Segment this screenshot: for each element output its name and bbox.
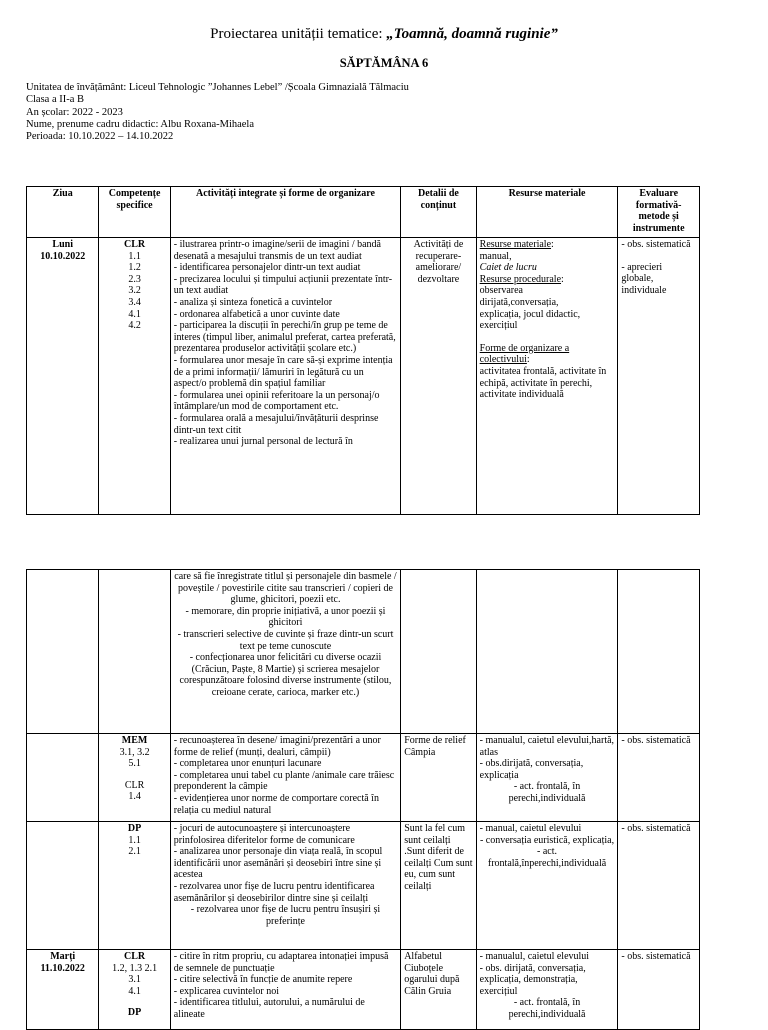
subject-code: CLR — [124, 779, 145, 791]
competence-code: 3.2 — [128, 285, 141, 297]
activity-item: - formularea unor mesaje în care să-și exprime intenția de a primi informații/ lămuriri în legătură cu un aspect/o problemă din spațiul familiar — [173, 354, 393, 390]
resources-procedural-label: Resurse procedurale — [479, 273, 562, 285]
activity-item: ghicitori — [268, 617, 303, 629]
details-cell: Alfabetul Ciuboțele ogarului după Călin Gruia — [401, 950, 476, 1030]
evaluation-cell: - obs. sistematică — [618, 734, 700, 822]
evaluation-cell: - obs. sistematică — [618, 822, 700, 950]
competence-code: 1.4 — [128, 791, 141, 803]
resource-item: Caiet de lucru — [479, 262, 537, 274]
resources-cell: Resurse materiale: manual, Caiet de lucru Resurse procedurale: observarea dirijată,conversația, explicația, jocul didactic, exercițiul Forme de organizare a colectivului: activitatea frontală, activitate în echipă, activitate în perechi, activitate individuală — [476, 238, 618, 515]
activity-item: - precizarea locului și timpului acțiunii prezentate într-un text audiat — [173, 273, 393, 297]
competences-cell — [99, 570, 170, 734]
week-heading: SĂPTĂMÂNA 6 — [339, 56, 429, 70]
competence-code: 5.1 — [128, 758, 141, 770]
details-cell — [401, 570, 476, 734]
day-name: Luni — [52, 239, 73, 250]
competence-code: 3.4 — [128, 296, 141, 308]
resource-item: - manual, caietul elevului — [479, 823, 582, 834]
subject-code: CLR — [124, 951, 146, 962]
resource-item: manual, — [479, 250, 512, 262]
table-header-row — [27, 187, 700, 238]
evaluation-cell — [618, 570, 700, 734]
resource-item: - conversația euristică, explicația, - act. frontală,înperechi,individuală — [479, 834, 615, 869]
activity-item: - identificarea titlului, autorului, a numărului de alineate — [173, 997, 365, 1020]
evaluation-item: - obs. sistematică — [621, 239, 691, 250]
header-day: Ziua — [27, 187, 99, 238]
table-row — [27, 570, 700, 734]
activity-item: - analizarea unor personaje din viața reală, în scopul identificării unor asemănări și deosebiri între sine și acestea — [173, 846, 383, 881]
activity-item: - formularea unei opinii referitoare la un personaj/o întâmplare/un mod de comportament etc. — [173, 389, 380, 413]
header-activities: Activități integrate și forme de organizare — [170, 187, 400, 238]
meta-school: Unitatea de învățământ: Liceul Tehnologic ”Johannes Lebel” /Școala Gimnazială Tălmaciu — [26, 82, 409, 93]
meta-period: Perioada: 10.10.2022 – 14.10.2022 — [26, 131, 174, 143]
resource-item: dirijată,conversația, — [479, 296, 559, 308]
resource-item: - obs.dirijată, conversația, explicația — [479, 758, 584, 781]
activity-item: - citire selectivă în funcție de anumite repere — [173, 974, 353, 986]
meta-class: Clasa a II-a B — [26, 94, 85, 106]
activities-cell — [170, 822, 400, 950]
day-date: 10.10.2022 — [40, 250, 86, 262]
activity-item: - ordonarea alfabetică a unor cuvinte date — [173, 308, 340, 320]
resource-item: observarea — [479, 285, 523, 297]
planning-table-part-2 — [26, 569, 700, 1030]
activity-item: - confecționarea unor felicitări cu diverse ocazii (Crăciun, Paște, 8 Martie) și scrierea mesajelor corespunzătoare folosind diverse instrumente (stilou, creioane cerate, carioca, marker etc.) — [179, 652, 392, 698]
competence-code: 1.1 — [128, 834, 141, 846]
activities-cell — [170, 950, 400, 1030]
resource-item: - act. frontală, în perechi,individuală — [508, 997, 586, 1020]
competences-cell — [99, 822, 170, 950]
day-cell — [27, 734, 99, 822]
planning-table-part-1 — [26, 186, 700, 515]
organization-forms: activitatea frontală, activitate în echipă, activitate în perechi, activitate individuală — [479, 365, 607, 401]
competence-code: 4.2 — [128, 320, 141, 332]
header-competences: Competențe specifice — [99, 187, 170, 238]
meta-teacher: Nume, prenume cadru didactic: Albu Roxana-Mihaela — [26, 118, 255, 130]
competence-code: 1.2 — [128, 262, 141, 274]
subject-code: CLR — [124, 239, 146, 250]
activity-item: - formularea orală a mesajului/învățăturii desprinse dintr-un text citit — [173, 412, 379, 436]
activity-item: care să fie înregistrate titlul și personajele din basmele / poveștile / povestirile citite sau transcrieri / copieri de glume, ghicitori, poezii etc. — [174, 571, 397, 606]
table-row — [27, 822, 700, 950]
resource-item: explicația, jocul didactic, — [479, 308, 581, 320]
activity-item: - participarea la discuții în perechi/în grup pe teme de interes (timpul liber, animalul preferat, cartea preferată, prezentarea produselor activității școlare etc.) — [173, 320, 396, 355]
day-cell — [27, 950, 99, 1030]
resource-item: exercițiul — [479, 320, 518, 332]
competence-code: 4.1 — [128, 985, 141, 997]
activities-cell — [170, 570, 400, 734]
resource-item: - manualul, caietul elevului — [479, 951, 590, 962]
competence-code: 4.1 — [128, 308, 141, 320]
day-date: 11.10.2022 — [40, 962, 85, 974]
activity-item: - evidențierea unor norme de comportare corectă în relația cu mediul natural — [173, 792, 379, 816]
document-meta — [26, 82, 409, 143]
activities-cell — [170, 734, 400, 822]
evaluation-item: - aprecieri globale, individuale — [621, 261, 667, 296]
resource-item: - manualul, caietul elevului,hartă, atlas — [479, 735, 615, 758]
header-details: Detalii de conținut — [401, 187, 476, 238]
subject-code: DP — [127, 823, 142, 834]
table-row — [27, 950, 700, 1030]
day-name: Marți — [50, 951, 76, 962]
competence-code: 2.1 — [128, 846, 141, 858]
resources-cell — [476, 950, 618, 1030]
page-title: Proiectarea unității tematice: „Toamnă, doamnă ruginie” — [210, 26, 558, 42]
activity-item: - analiza și sinteza fonetică a cuvintelor — [173, 296, 333, 308]
competence-code: 3.1, 3.2 — [119, 746, 150, 758]
competence-code: 1.2, 1.3 2.1 — [112, 962, 158, 974]
resources-materials-label: Resurse materiale — [479, 239, 552, 250]
resources-cell — [476, 822, 618, 950]
day-cell — [27, 238, 99, 515]
activity-item: - completarea unor enunțuri lacunare — [173, 758, 322, 770]
activity-item: - realizarea unui jurnal personal de lectură în — [173, 436, 353, 448]
subject-code: DP — [127, 1007, 142, 1019]
details-cell: Activități de recuperare-ameliorare/ dezvoltare — [401, 238, 476, 515]
resources-cell — [476, 734, 618, 822]
table-row — [27, 238, 700, 515]
competences-cell — [99, 950, 170, 1030]
activity-item: - citire în ritm propriu, cu adaptarea intonației impusă de semnele de punctuație — [173, 951, 389, 974]
resource-item: - obs. dirijată, conversația, explicația, demonstrația, exercițiul — [479, 962, 586, 997]
organization-forms-label: Forme de organizare a colectivului — [479, 342, 570, 366]
activity-item: - rezolvarea unor fișe de lucru pentru identificarea asemănărilor și deosebirilor dintre sine și ceilalți — [173, 880, 375, 904]
day-cell — [27, 822, 99, 950]
activity-item: - memorare, din proprie inițiativă, a unor poezii și — [185, 605, 386, 617]
day-cell — [27, 570, 99, 734]
details-cell: Sunt la fel cum sunt ceilalți .Sunt diferit de ceilalți Cum sunt eu, cum sunt ceilalți — [401, 822, 476, 950]
activity-item: - transcrieri selective de cuvinte și fraze dintr-un scurt text pe teme cunoscute — [177, 628, 394, 652]
details-cell: Forme de relief Câmpia — [401, 734, 476, 822]
resource-item: - act. frontală, în perechi,individuală — [508, 781, 586, 804]
competences-cell — [99, 238, 170, 515]
meta-school-year: An școlar: 2022 - 2023 — [26, 106, 123, 118]
evaluation-cell — [618, 238, 700, 515]
activity-item: - completarea unui tabel cu plante /animale care trăiesc preponderent la câmpie — [173, 769, 395, 793]
subject-code: MEM — [121, 735, 148, 746]
activity-item: - rezolvarea unor fișe de lucru pentru însușiri și preferințe — [190, 904, 381, 927]
competences-cell — [99, 734, 170, 822]
competence-code: 1.1 — [128, 250, 141, 262]
activity-item: - jocuri de autocunoaștere și intercunoaștere prinfolosirea diferitelor forme de comunicare — [173, 823, 355, 846]
resources-cell — [476, 570, 618, 734]
header-resources: Resurse materiale — [476, 187, 618, 238]
activity-item: - recunoașterea în desene/ imagini/prezentări a unor forme de relief (munți, dealuri, câmpii) — [173, 735, 381, 758]
activity-item: - explicarea cuvintelor noi — [173, 985, 279, 997]
activity-item: - identificarea personajelor dintr-un text audiat — [173, 262, 361, 274]
activities-cell — [170, 238, 400, 515]
evaluation-cell: - obs. sistematică — [618, 950, 700, 1030]
competence-code: 2.3 — [128, 273, 141, 285]
competence-code: 3.1 — [128, 974, 141, 986]
activity-item: - ilustrarea printr-o imagine/serii de imagini / bandă desenată a mesajului transmis de un text audiat — [173, 239, 381, 262]
header-evaluation: Evaluare formativă-metode și instrumente — [618, 187, 700, 238]
table-row — [27, 734, 700, 822]
